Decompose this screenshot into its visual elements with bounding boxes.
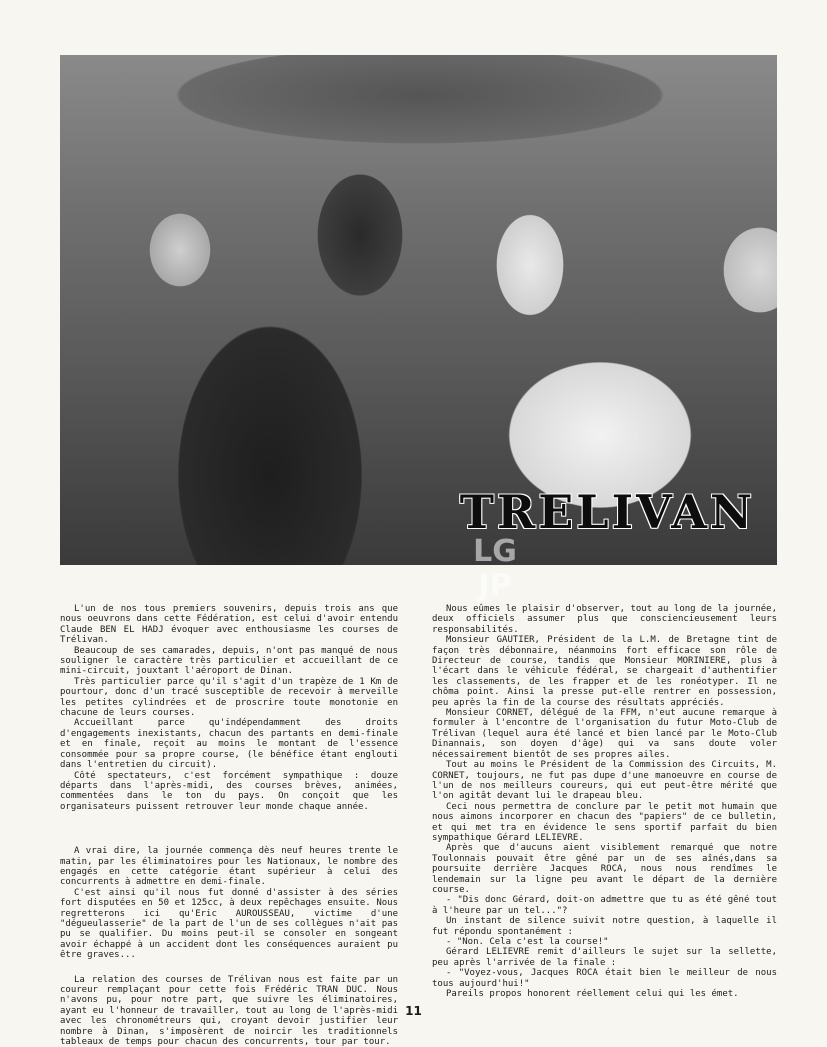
article-photo xyxy=(60,55,777,603)
paragraph: Nous eûmes le plaisir d'observer, tout au long de la journée, deux officiels assumer plus que consciencieusement leurs responsabilités. xyxy=(432,604,777,635)
paragraph: Un instant de silence suivit notre question, à laquelle il fut répondu spontanément : xyxy=(432,916,777,937)
paragraph: Côté spectateurs, c'est forcément sympathique : douze départs dans l'après-midi, des courses brèves, animées, commentées dans le ton du pays. On conçoit que les organisateurs puissent retrouver leur monde chaque année. xyxy=(60,770,398,812)
paragraph: Monsieur CORNET, délégué de la FFM, n'eut aucune remarque à formuler à l'encontre de l'organisation du futur Moto-Club de Trélivan (lequel aura été lancé et bien lancé par le Moto-Club Dinannais, son doyen d'âge) qui va sans doute voler nécessairement bientôt de ses propres ailes. xyxy=(432,708,777,760)
page-number: 11 xyxy=(405,1004,422,1018)
left-column xyxy=(60,604,398,1047)
paragraph: La relation des courses de Trélivan nous est faite par un coureur remplaçant pour cette fois Frédéric TRAN DUC. Nous n'avons pu, pour notre part, que suivre les éliminatoires, ayant eu l'honneur de travailler, tout au long de l'après-midi avec les chronométreurs qui, croyant devoir justifier leur nombre à Dinan, s'imposèrent de noircir les traditionnels tableaux de temps pour chacun des concurrents, tour par tour. xyxy=(60,974,398,1047)
spacer xyxy=(60,961,398,975)
paragraph: Monsieur GAUTIER, Président de la L.M. de Bretagne tint de façon très débonnaire, néanmoins fort efficace son rôle de Directeur de course, tandis que Monsieur MORINIERE, plus à l'écart dans le véhicule fédéral, se chargeait d'authentifier les classements, de les frapper et de les ronéotyper. Il ne chôma point. Ainsi la presse put-elle rentrer en possession, peu après la fin de la course des résultats appréciés. xyxy=(432,635,777,708)
paragraph: Très particulier parce qu'il s'agit d'un trapèze de 1 Km de pourtour, donc d'un tracé susceptible de recevoir à merveille les petites cylindrées et de proscrire toute monotonie en chacune de leurs courses. xyxy=(60,676,398,719)
paragraph: C'est ainsi qu'il nous fut donné d'assister à des séries fort disputées en 50 et 125cc, à deux repêchages ensuite. Nous regretterons ici qu'Eric AUROUSSEAU, victime d'une "dégueulasserie" de la part de l'un de ses collègues n'ait pas pu se qualifier. Du moins peut-il se consoler en songeant avoir échappé à un accident dont les conséquences auraient pu être graves... xyxy=(60,887,398,961)
article-title: TRELIVAN xyxy=(459,485,755,539)
paragraph: A vrai dire, la journée commença dès neuf heures trente le matin, par les éliminatoires pour les Nationaux, le nombre des engagés en cette catégorie étant supérieur à celui des concurrents à admettre en demi-finale. xyxy=(60,846,398,888)
spacer xyxy=(60,812,398,846)
paragraph: Tout au moins le Président de la Commission des Circuits, M. CORNET, toujours, ne fut pas dupe d'une manoeuvre en course de l'un de nos meilleurs coureurs, qui eut peut-être mérité que l'on agitât devant lui le drapeau bleu. xyxy=(432,760,777,802)
paragraph: Gérard LELIEVRE remit d'ailleurs le sujet sur la sellette, peu après l'arrivée de la finale : xyxy=(432,947,777,968)
dialog-line: - "Dis donc Gérard, doit-on admettre que tu as été gêné tout à l'heure par un tel..."? xyxy=(432,895,777,916)
paragraph: Beaucoup de ses camarades, depuis, n'ont pas manqué de nous souligner le caractère très particulier et accueillant de ce mini-circuit, jouxtant l'aéroport de Dinan. xyxy=(60,645,398,677)
paragraph: L'un de nos tous premiers souvenirs, depuis trois ans que nous oeuvrons dans cette Fédération, est celui d'avoir entendu Claude BEN EL HADJ évoquer avec enthousiasme les courses de Trélivan. xyxy=(60,604,398,646)
paragraph: Ceci nous permettra de conclure par le petit mot humain que nous aimons incorporer en chacun des "papiers" de ce bulletin, et qui met tra en évidence le sens sportif parfait du bien sympathique Gérard LELIEVRE. xyxy=(432,801,777,843)
watermark-logo: LG JP xyxy=(473,534,517,603)
paragraph: Après que d'aucuns aient visiblement remarqué que notre Toulonnais pouvait être gêné par un de ses aînés,dans sa poursuite derrière Jacques ROCA, nous nous rendîmes le lendemain sur la ligne peu avant le départ de la dernière course. xyxy=(432,843,777,895)
dialog-line: - "Non. Cela c'est la course!" xyxy=(446,937,609,947)
dialog-line: - "Voyez-vous, Jacques ROCA était bien le meilleur de nous tous aujourd'hui!" xyxy=(432,968,777,989)
paragraph: Accueillant parce qu'indépendamment des droits d'engagements inexistants, chacun des partants en demi-finale et en finale, reçoit au moins le montant de l'essence consommée pour sa propre course, (le bénéfice étant englouti dans l'entretien du circuit). xyxy=(60,718,398,771)
right-column xyxy=(432,604,777,999)
paragraph: Pareils propos honorent réellement celui qui les émet. xyxy=(446,989,739,1000)
